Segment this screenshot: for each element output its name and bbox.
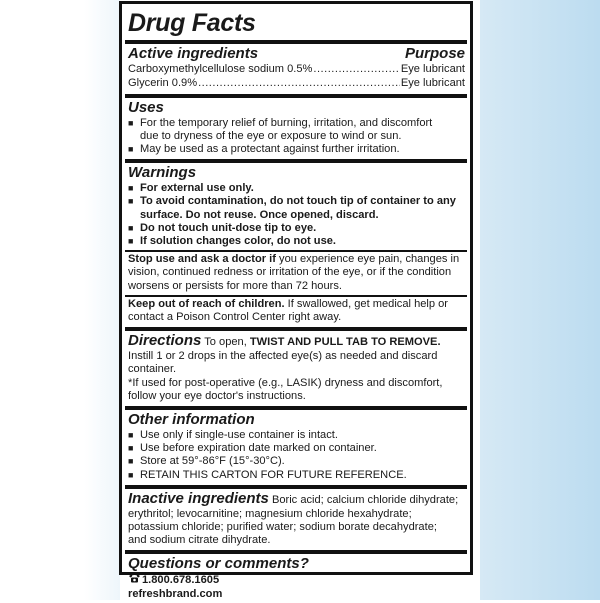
list-item: ■ Use only if single-use container is intact. [128, 429, 338, 442]
list-item: due to dryness of the eye or exposure to wind or sun. [140, 129, 402, 142]
phone-icon [128, 573, 142, 587]
other-information-heading: Other information [128, 411, 255, 429]
directions-heading: Directions [128, 332, 202, 350]
uses-heading: Uses [128, 98, 164, 116]
ingredient-row: Glycerin 0.9% ..... Eye lubricant [128, 77, 465, 91]
active-ingredients-section [128, 44, 465, 93]
list-item: ■ For the temporary relief of burning, irritation, and discomfort [128, 116, 433, 129]
list-item: surface. Do not reuse. Once opened, discard. [140, 208, 379, 221]
uses-section [128, 98, 465, 159]
questions-heading: Questions or comments? [128, 555, 309, 573]
list-item: ■ Store at 59°-86°F (15°-30°C). [128, 455, 285, 468]
phone-line [128, 573, 465, 587]
drug-facts-panel [119, 1, 473, 600]
warnings-heading: Warnings [128, 164, 197, 182]
directions-section: Directions To open, TWIST AND PULL TAB TO REMOVE. Instill 1 or 2 drops in the affected eye(s) as needed and discard container. *If used for post-operative (e.g., LASIK) dryness and discomfort, follow your eye doctor's instructions. [128, 332, 443, 402]
list-item: ■ For external use only. [128, 182, 254, 195]
list-item: ■ To avoid contamination, do not touch tip of container to any [128, 195, 456, 208]
list-item: ■ RETAIN THIS CARTON FOR FUTURE REFERENCE. [128, 468, 407, 481]
list-item: ■ Do not touch unit-dose tip to eye. [128, 221, 317, 234]
list-item: ■ If solution changes color, do not use. [128, 235, 337, 248]
inactive-ingredients-section: Inactive ingredients Boric acid; calcium chloride dihydrate; erythritol; levocarnitine; magnesium chloride hexahydrate; potassium chloride; purified water; sodium borate decahydrate; and sodium citrate dihydrate. [128, 489, 459, 547]
website-link[interactable]: refreshbrand.com [128, 587, 223, 600]
phone-number[interactable]: 1.800.678.1605 [142, 574, 220, 587]
background-right [480, 0, 600, 600]
panel-title: Drug Facts [128, 9, 256, 37]
questions-section [128, 554, 465, 602]
list-item: ■ May be used as a protectant against further irritation. [128, 143, 400, 155]
ingredient-row: Carboxymethylcellulose sodium 0.5% ..... Eye lubricant [128, 63, 465, 77]
purpose-heading: Purpose [404, 45, 465, 62]
background-left [0, 0, 120, 600]
inactive-ingredients-heading: Inactive ingredients [128, 489, 269, 507]
stop-use-block: Stop use and ask a doctor if you experience eye pain, changes in vision, continued redness or irritation of the eye, or if the condition worsens or persists for more than 72 hours. [128, 253, 460, 292]
active-ingredients-heading: Active ingredients [128, 45, 259, 62]
warnings-section [128, 163, 465, 250]
other-information-section [128, 410, 465, 484]
keep-out-block: Keep out of reach of children. If swallowed, get medical help or contact a Poison Control Center right away. [128, 297, 448, 324]
list-item: ■ Use before expiration date marked on container. [128, 442, 377, 455]
